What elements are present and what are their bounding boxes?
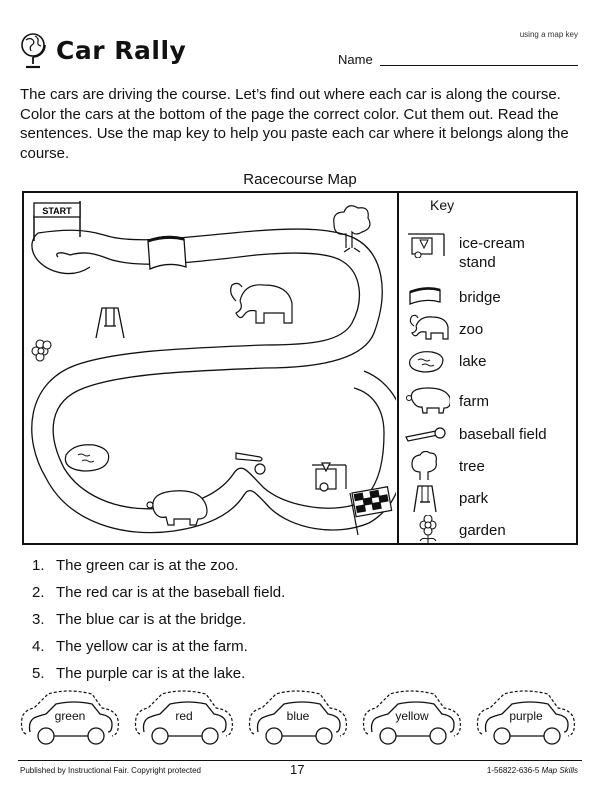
- footer-book-code: 1-56822-636-5 Map Skills: [486, 766, 578, 775]
- footer-publisher: Published by Instructional Fair. Copyright protected: [20, 766, 201, 775]
- key-label: ice-cream stand: [459, 235, 525, 271]
- racecourse-map: [24, 193, 396, 543]
- key-item-lake: [404, 346, 574, 376]
- flower-icon: [404, 515, 450, 545]
- list-item: 2. The red car is at the baseball field.: [32, 584, 286, 601]
- swing-icon: [96, 308, 124, 338]
- key-item-garden: [404, 515, 574, 545]
- car-label: blue: [286, 709, 310, 723]
- key-item-farm: [404, 386, 574, 416]
- key-item-tree: [404, 451, 574, 481]
- elephant-icon: [404, 314, 450, 344]
- key-label: farm: [459, 393, 489, 410]
- bat-and-ball-icon: [404, 419, 450, 449]
- page-title: Car Rally: [56, 36, 187, 65]
- cut-out-cars: [20, 690, 580, 752]
- car-cutout-green[interactable]: [20, 690, 120, 752]
- key-label: park: [459, 490, 489, 507]
- pig-icon: [404, 386, 450, 416]
- list-item: 4. The yellow car is at the farm.: [32, 638, 248, 655]
- bridge-icon: [148, 236, 186, 269]
- list-item: 5. The purple car is at the lake.: [32, 665, 246, 682]
- map-key-title: Key: [430, 197, 455, 213]
- car-cutout-purple[interactable]: [476, 690, 576, 752]
- elephant-icon: [231, 283, 292, 323]
- map-key-divider: [397, 191, 399, 545]
- start-label: START: [42, 206, 72, 216]
- car-cutout-yellow[interactable]: [362, 690, 462, 752]
- footer-divider: [18, 760, 582, 761]
- start-sign: [34, 201, 80, 241]
- list-item: 1. The green car is at the zoo.: [32, 557, 239, 574]
- lake-icon: [404, 346, 450, 376]
- pig-icon: [147, 491, 207, 525]
- key-label: lake: [459, 353, 487, 370]
- key-label: zoo: [459, 321, 484, 338]
- car-label: red: [175, 709, 193, 723]
- globe-icon: [18, 30, 50, 70]
- key-label: bridge: [459, 289, 501, 306]
- sentence-list: [32, 557, 285, 692]
- key-label: baseball field: [459, 426, 547, 443]
- car-cutout-blue[interactable]: [248, 690, 348, 752]
- car-label: green: [54, 709, 86, 723]
- tree-icon: [404, 451, 450, 481]
- instructions-paragraph: The cars are driving the course. Let’s find out where each car is along the course. Color the cars at the bottom of the page the correct color. Cut them out. Read the sentences. Use the map key to help you paste each car where it belongs along the course.: [20, 86, 569, 162]
- name-label: Name: [338, 52, 373, 67]
- key-item-baseball-field: [404, 419, 574, 449]
- car-label: yellow: [395, 709, 429, 723]
- bridge-icon: [404, 282, 450, 312]
- car-cutout-red[interactable]: [134, 690, 234, 752]
- key-label: garden: [459, 522, 506, 539]
- race-track: [32, 229, 396, 533]
- topic-label: using a map key: [519, 30, 578, 39]
- bat-and-ball-icon: [236, 453, 265, 474]
- ice-cream-stand-icon: [404, 228, 450, 258]
- car-label: purple: [509, 709, 543, 723]
- page-number: 17: [290, 762, 305, 777]
- key-item-park: [404, 483, 574, 513]
- list-item: 3. The blue car is at the bridge.: [32, 611, 247, 628]
- ice-cream-stand-icon: [312, 463, 346, 491]
- key-label: tree: [459, 458, 485, 475]
- finish-flag-icon: [350, 487, 392, 535]
- key-item-ice-cream-stand: [404, 228, 574, 271]
- key-item-zoo: [404, 314, 574, 344]
- lake-icon: [65, 445, 108, 471]
- swing-icon: [404, 483, 450, 513]
- key-item-bridge: [404, 282, 574, 312]
- flower-icon: [32, 340, 51, 361]
- map-title: Racecourse Map: [243, 171, 357, 188]
- name-blank-line[interactable]: [380, 65, 578, 66]
